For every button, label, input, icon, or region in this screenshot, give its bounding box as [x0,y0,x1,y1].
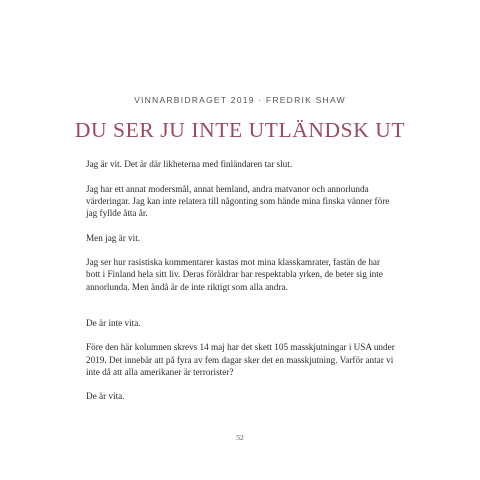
article-kicker: VINNARBIDRAGET 2019 · FREDRIK SHAW [134,95,346,105]
paragraph: De är vita. [86,391,125,402]
paragraph: De är inte vita. [86,317,141,328]
page-number: 52 [236,433,244,442]
paragraph: Före den här kolumnen skrevs 14 maj har det skett 105 masskjutningar i USA under 2019. Det innebär att på fyra av fem dagar sker det en masskjutning. Varför antar vi inte då att alla amerikaner är terrorister? [86,342,395,377]
paragraph: Jag har ett annat modersmål, annat hemland, andra matvanor och annorlunda värderingar. Jag kan inte relatera till någonting som hände mina finska vänner före jag fyllde åtta år. [86,183,390,218]
paragraph: Men jag är vit. [86,232,141,243]
paragraph: Jag är vit. Det är där likheterna med finländaren tar slut. [86,159,293,169]
article-title: DU SER JU INTE UTLÄNDSK UT [74,118,406,142]
paragraph: Jag ser hur rasistiska kommentarer kastas mot mina klasskamrater, fastän de har bott i Finland hela sitt liv. Deras föräldrar har respektabla yrken, de beter sig inte annorlunda. Men ändå är de inte riktigt som alla andra. [86,257,383,292]
article-body [86,158,396,403]
